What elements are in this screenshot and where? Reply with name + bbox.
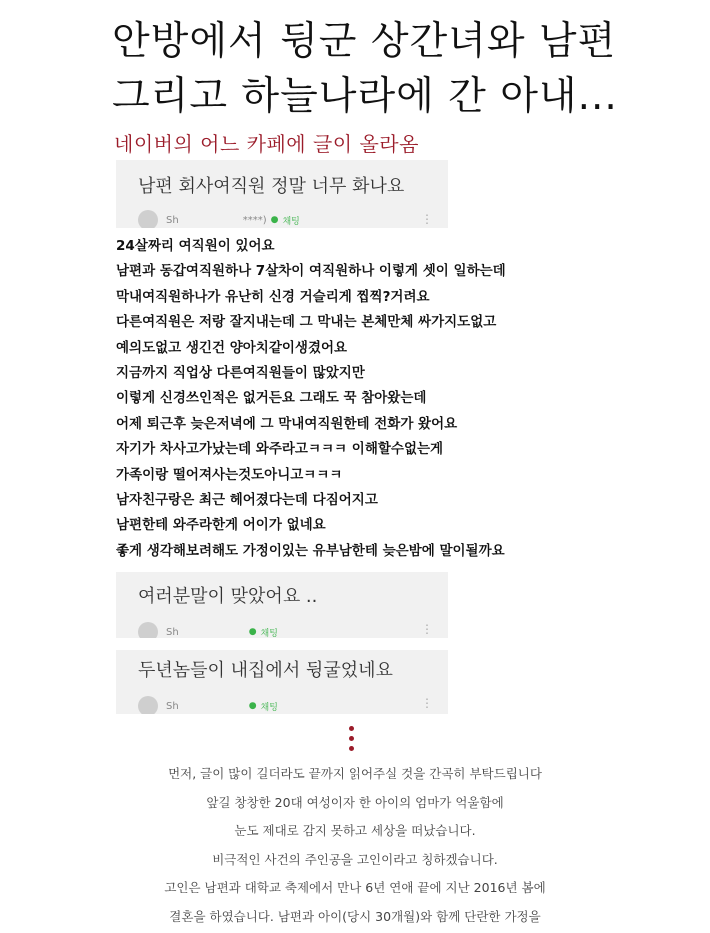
chat-label[interactable]: 채팅 [282, 216, 300, 227]
chat-label[interactable]: 채팅 [260, 702, 278, 713]
post-line: 자기가 차사고가났는데 와주라고ㅋㅋㅋ 이해할수없는게 [116, 441, 444, 458]
post-line: 지금까지 직업상 다른여직원들이 많았지만 [116, 365, 365, 382]
post-line: 좋게 생각해보려해도 가정이있는 유부남한테 늦은밤에 말이될까요 [116, 542, 505, 559]
post-line: 막내여직원하나가 유난히 신경 거슬리게 찝찍?거려요 [116, 288, 430, 305]
article-line: 결혼을 하였습니다. 남편과 아이(당시 30개월)와 함께 단란한 가정을 [169, 908, 541, 924]
more-icon[interactable]: ⋮ [421, 212, 432, 226]
post-body [116, 234, 548, 564]
avatar [138, 210, 158, 228]
article-line: 눈도 제대로 감지 못하고 세상을 떠났습니다. [234, 823, 476, 838]
avatar [138, 622, 158, 638]
post-line: 24살짜리 여직원이 있어요 [116, 238, 275, 254]
post-card-2-title: 여러분말이 맞았어요 .. [138, 586, 318, 607]
chat-label[interactable]: 채팅 [260, 628, 278, 638]
post-line: 가족이랑 떨어져사는것도아니고ㅋㅋㅋ [116, 466, 343, 483]
subheadline: 네이버의 어느 카페에 글이 올라옴 [114, 132, 419, 156]
post-line: 다른여직원은 저랑 잘지내는데 그 막내는 본체만체 싸가지도없고 [116, 314, 497, 331]
article-body [0, 760, 710, 931]
author-name: Sh [166, 700, 179, 712]
article-line: 비극적인 사건의 주인공을 고인이라고 칭하겠습니다. [212, 851, 498, 867]
headline [112, 14, 692, 124]
post-card-1-title: 남편 회사여직원 정말 너무 화나요 [138, 176, 405, 197]
post-card-2 [116, 572, 448, 638]
author-name: Sh [166, 214, 179, 226]
author-masked: ****) [242, 214, 267, 226]
chat-icon[interactable]: ● [270, 215, 279, 225]
headline-line-1: 안방에서 뒹군 상간녀와 남편 [112, 19, 617, 64]
post-line: 남자친구랑은 최근 헤어졌다는데 다짐어지고 [116, 492, 378, 509]
chat-icon[interactable]: ● [248, 627, 257, 637]
post-card-1 [116, 160, 448, 228]
headline-line-2: 그리고 하늘나라에 간 아내... [112, 74, 618, 119]
chat-icon[interactable]: ● [248, 701, 257, 711]
post-line: 이렇게 신경쓰인적은 없거든요 그래도 꾹 참아왔는데 [116, 390, 427, 407]
post-card-3-meta [138, 696, 278, 714]
post-line: 예의도없고 생긴건 양아치같이생겼어요 [116, 339, 348, 356]
post-line: 남편과 동갑여직원하나 7살차이 여직원하나 이렇게 셋이 일하는데 [116, 263, 506, 280]
avatar [138, 696, 158, 714]
more-icon[interactable]: ⋮ [421, 696, 432, 710]
post-card-2-meta [138, 622, 278, 638]
section-divider-dots-icon [349, 726, 357, 756]
post-card-3 [116, 650, 448, 714]
post-card-3-title: 두년놈들이 내집에서 뒹굴었네요 [138, 660, 393, 681]
post-card-1-meta [138, 210, 300, 228]
post-line: 남편한테 와주라한게 어이가 없네요 [116, 517, 326, 534]
author-name: Sh [166, 626, 179, 638]
post-line: 어제 퇴근후 늦은저녁에 그 막내여직원한테 전화가 왔어요 [116, 415, 458, 432]
article-line: 고인은 남편과 대학교 축제에서 만나 6년 연애 끝에 지난 2016년 봄에 [164, 880, 546, 895]
article-line: 앞길 창창한 20대 여성이자 한 아이의 엄마가 억울함에 [206, 794, 504, 810]
more-icon[interactable]: ⋮ [421, 622, 432, 636]
article-line: 먼저, 글이 많이 길더라도 끝까지 읽어주실 것을 간곡히 부탁드립니다 [168, 766, 542, 781]
